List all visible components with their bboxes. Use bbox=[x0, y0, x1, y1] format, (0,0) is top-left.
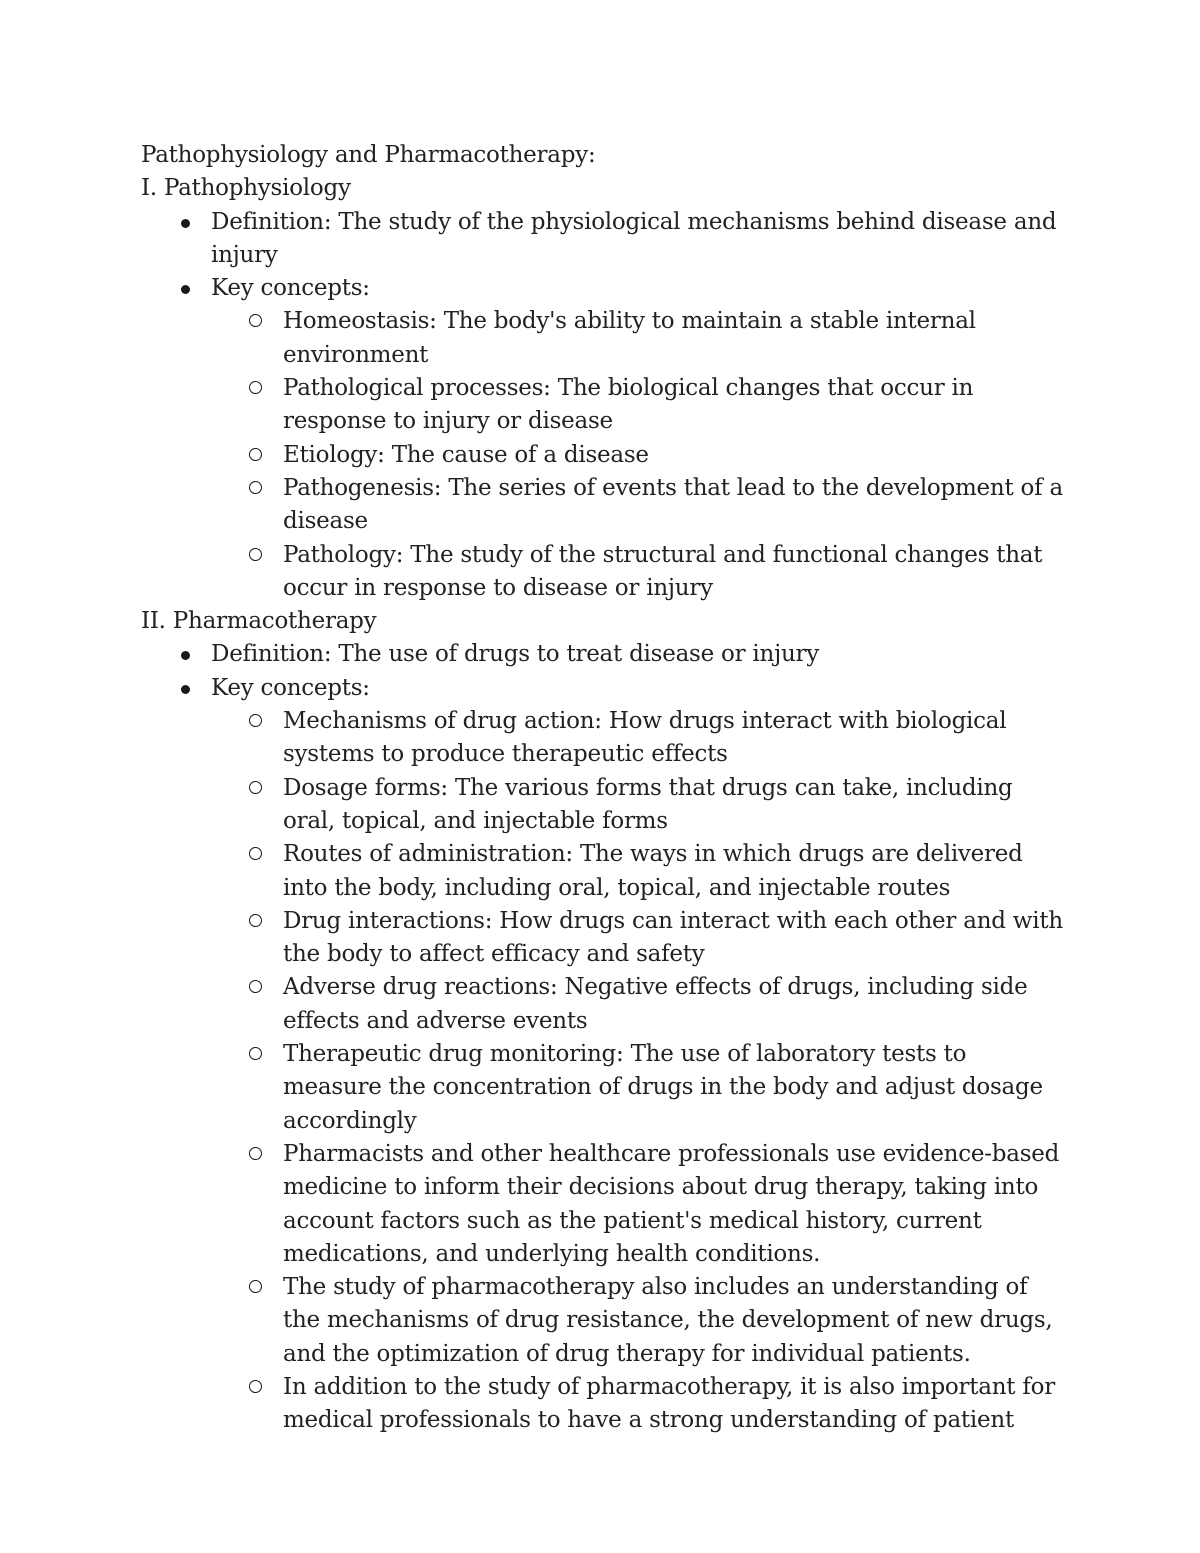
hollow-bullet-icon bbox=[249, 548, 262, 561]
hollow-bullet-icon bbox=[249, 381, 262, 394]
hollow-bullet-icon bbox=[249, 481, 262, 494]
bullet-item-key-concepts bbox=[141, 672, 1080, 1438]
list-item bbox=[211, 1271, 1063, 1371]
hollow-bullet-icon bbox=[249, 1380, 262, 1393]
concept-text: Homeostasis: The body's ability to maintain a stable internal environment bbox=[283, 308, 976, 368]
list-item bbox=[211, 439, 1063, 472]
key-concepts-label: Key concepts: bbox=[211, 674, 370, 701]
key-concepts-label: Key concepts: bbox=[211, 275, 370, 302]
concept-text: Dosage forms: The various forms that drugs can take, including oral, topical, and injectable forms bbox=[283, 774, 1013, 834]
concept-list bbox=[141, 305, 1080, 605]
list-item bbox=[211, 305, 1063, 372]
filled-bullet-icon bbox=[181, 685, 190, 694]
definition-text: Definition: The use of drugs to treat disease or injury bbox=[211, 641, 820, 668]
section-pathophysiology bbox=[141, 172, 1080, 605]
list-item bbox=[211, 472, 1063, 539]
list-item bbox=[211, 372, 1063, 439]
bullet-list bbox=[141, 206, 1080, 606]
concept-text: Drug interactions: How drugs can interact with each other and with the body to affect efficacy and safety bbox=[283, 907, 1063, 968]
list-item bbox=[211, 1138, 1063, 1271]
concept-text: The study of pharmacotherapy also includes an understanding of the mechanisms of drug resistance, the development of new drugs, and the optimization of drug therapy for individual patients. bbox=[283, 1274, 1053, 1367]
filled-bullet-icon bbox=[181, 651, 190, 660]
filled-bullet-icon bbox=[181, 285, 190, 294]
list-item bbox=[211, 905, 1063, 972]
bullet-item-key-concepts bbox=[141, 272, 1080, 605]
list-item bbox=[211, 1038, 1063, 1138]
concept-text: Pharmacists and other healthcare professionals use evidence-based medicine to inform their decisions about drug therapy, taking into account factors such as the patient's medical history, current medications, and underlying health conditions. bbox=[283, 1140, 1060, 1267]
section-pharmacotherapy bbox=[141, 605, 1080, 1437]
document-title: Pathophysiology and Pharmacotherapy: bbox=[141, 142, 596, 168]
hollow-bullet-icon bbox=[249, 714, 262, 727]
bullet-item-definition bbox=[141, 206, 1080, 273]
list-item bbox=[211, 1371, 1063, 1438]
concept-text: Pathological processes: The biological changes that occur in response to injury or disease bbox=[283, 375, 974, 435]
concept-text: Adverse drug reactions: Negative effects of drugs, including side effects and adverse events bbox=[283, 974, 1028, 1034]
list-item bbox=[211, 539, 1063, 606]
hollow-bullet-icon bbox=[249, 1280, 262, 1293]
hollow-bullet-icon bbox=[249, 980, 262, 993]
section-heading: I. Pathophysiology bbox=[141, 175, 351, 202]
definition-text: Definition: The study of the physiological mechanisms behind disease and injury bbox=[211, 208, 1057, 268]
list-item bbox=[211, 705, 1063, 772]
filled-bullet-icon bbox=[181, 219, 190, 228]
concept-text: Therapeutic drug monitoring: The use of laboratory tests to measure the concentration of drugs in the body and adjust dosage accordingly bbox=[283, 1041, 1043, 1134]
list-item bbox=[211, 838, 1063, 905]
concept-list bbox=[141, 705, 1080, 1438]
concept-text: Routes of administration: The ways in which drugs are delivered into the body, including oral, topical, and injectable routes bbox=[283, 841, 1023, 901]
hollow-bullet-icon bbox=[249, 448, 262, 461]
concept-text: Etiology: The cause of a disease bbox=[283, 441, 649, 468]
hollow-bullet-icon bbox=[249, 781, 262, 794]
hollow-bullet-icon bbox=[249, 847, 262, 860]
concept-text: Pathogenesis: The series of events that lead to the development of a disease bbox=[283, 474, 1063, 535]
hollow-bullet-icon bbox=[249, 1047, 262, 1060]
list-item bbox=[211, 772, 1063, 839]
section-heading: II. Pharmacotherapy bbox=[141, 608, 377, 635]
hollow-bullet-icon bbox=[249, 314, 262, 327]
list-item bbox=[211, 971, 1063, 1038]
bullet-list bbox=[141, 638, 1080, 1437]
concept-text: Mechanisms of drug action: How drugs interact with biological systems to produce therapeutic effects bbox=[283, 708, 1007, 768]
concept-text: Pathology: The study of the structural and functional changes that occur in response to disease or injury bbox=[283, 541, 1043, 601]
bullet-item-definition bbox=[141, 638, 1080, 671]
hollow-bullet-icon bbox=[249, 914, 262, 927]
hollow-bullet-icon bbox=[249, 1147, 262, 1160]
concept-text: In addition to the study of pharmacotherapy, it is also important for medical professionals to have a strong understanding of patient bbox=[283, 1373, 1055, 1434]
